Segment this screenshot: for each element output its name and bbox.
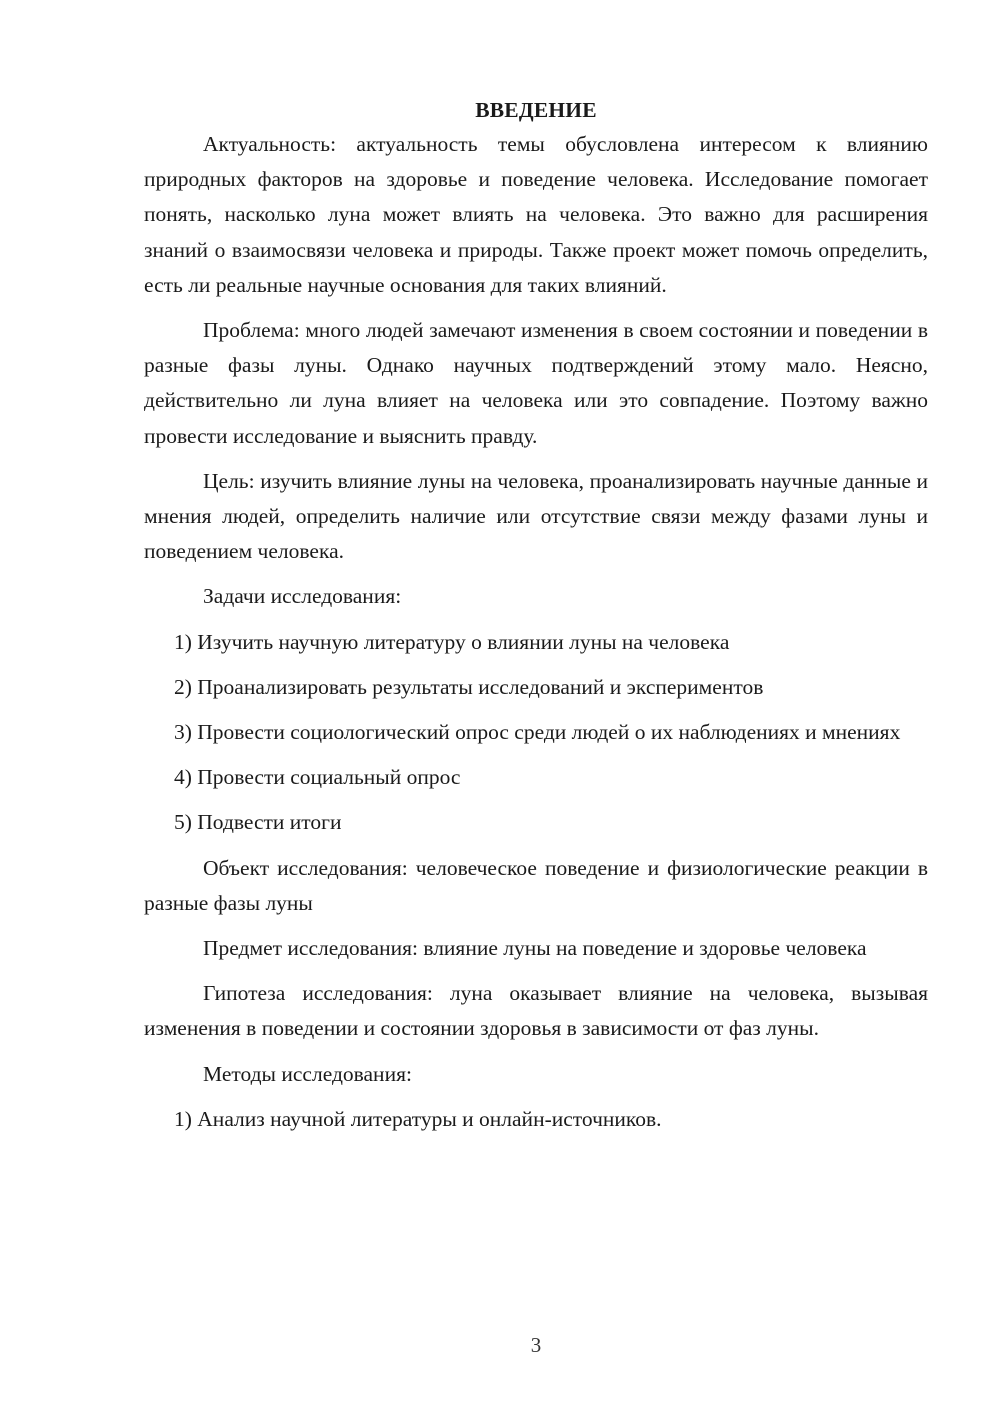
problem-paragraph: Проблема: много людей замечают изменения в своем состоянии и поведении в разные фазы луны. Однако научных подтверждений этому мало. Неясно, действительно ли луна влияет на человека или это совпадение. Поэтому важно провести исследование и выяснить правду. (144, 318, 928, 448)
methods-heading: Методы исследования: (203, 1061, 412, 1086)
page-number: 3 (530, 1333, 542, 1357)
task-item: 5) Подвести итоги (174, 810, 342, 835)
task-item: 2) Проанализировать результаты исследований и экспериментов (174, 674, 764, 699)
section-title: ВВЕДЕНИЕ (475, 98, 597, 122)
goal-paragraph: Цель: изучить влияние луны на человека, проанализировать научные данные и мнения людей, определить наличие или отсутствие связи между фазами луны и поведением человека. (144, 468, 928, 564)
method-item: 1) Анализ научной литературы и онлайн-источников. (174, 1106, 662, 1131)
object-paragraph: Объект исследования: человеческое поведение и физиологические реакции в разные фазы луны (144, 855, 928, 915)
hypothesis-paragraph: Гипотеза исследования: луна оказывает влияние на человека, вызывая изменения в поведении и состоянии здоровья в зависимости от фаз луны. (144, 981, 928, 1041)
tasks-heading: Задачи исследования: (203, 584, 402, 609)
task-item: 1) Изучить научную литературу о влиянии луны на человека (174, 629, 730, 654)
task-item: 4) Провести социальный опрос (174, 765, 461, 790)
relevance-paragraph: Актуальность: актуальность темы обусловлена интересом к влиянию природных факторов на здоровье и поведение человека. Исследование помогает понять, насколько луна может влиять на человека. Это важно для расширения знаний о взаимосвязи человека и природы. Также проект может помочь определить, есть ли реальные научные основания для таких влияний. (144, 132, 928, 297)
document-page (144, 94, 928, 1137)
subject-paragraph: Предмет исследования: влияние луны на поведение и здоровье человека (203, 936, 867, 961)
task-item: 3) Провести социологический опрос среди людей о их наблюдениях и мнениях (174, 720, 901, 745)
